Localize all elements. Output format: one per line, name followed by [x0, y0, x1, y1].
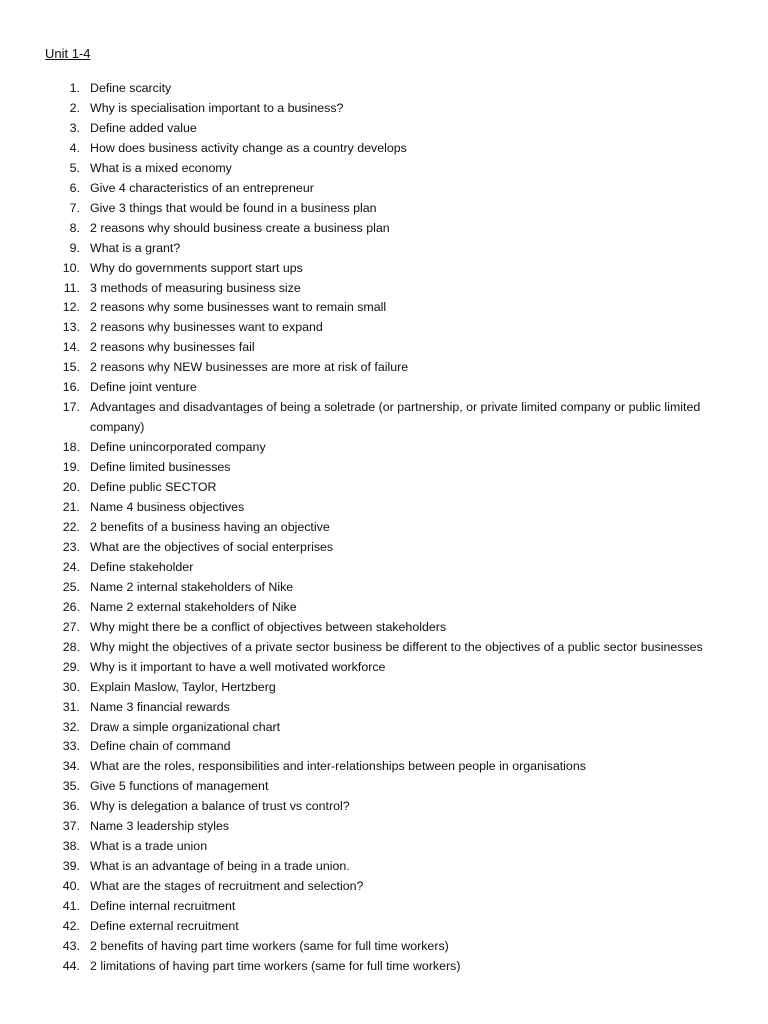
- question-text: What is a grant?: [90, 240, 181, 255]
- question-text: Give 5 functions of management: [90, 779, 269, 794]
- question-text: What are the objectives of social enterprises: [90, 539, 334, 554]
- question-number: 30.: [62, 679, 80, 694]
- question-number: 37.: [62, 819, 80, 834]
- question-text: 2 reasons why businesses fail: [90, 340, 255, 355]
- question-item: [0, 837, 768, 857]
- question-text: 2 reasons why some businesses want to remain small: [90, 300, 387, 315]
- question-number: 7.: [69, 200, 80, 215]
- question-text: Define public SECTOR: [90, 480, 217, 495]
- question-item: [0, 259, 768, 279]
- question-number: 36.: [62, 799, 80, 814]
- question-text: Define joint venture: [90, 380, 197, 395]
- question-number: 39.: [62, 859, 80, 874]
- question-item: [0, 917, 768, 937]
- question-item: [0, 199, 768, 219]
- question-number: 42.: [62, 919, 80, 934]
- question-item: [0, 478, 768, 498]
- question-item: [0, 638, 768, 658]
- question-text: What is a trade union: [90, 839, 208, 854]
- question-number: 25.: [62, 579, 80, 594]
- question-item: [0, 797, 768, 817]
- question-text: Why might the objectives of a private sector business be different to the objectives of a public sector businesses: [90, 639, 703, 654]
- question-number: 1.: [69, 81, 80, 95]
- question-number: 20.: [62, 480, 80, 495]
- question-item: [0, 578, 768, 598]
- question-number: 6.: [69, 180, 80, 195]
- question-item: [0, 438, 768, 458]
- question-item: [0, 698, 768, 718]
- question-text: Name 2 internal stakeholders of Nike: [90, 579, 294, 594]
- question-number: 23.: [62, 539, 80, 554]
- question-number: 21.: [62, 500, 80, 515]
- question-text: What are the roles, responsibilities and inter-relationships between people in organisations: [90, 759, 586, 774]
- question-number: 29.: [62, 659, 80, 674]
- question-number: 34.: [62, 759, 80, 774]
- question-item: [0, 139, 768, 159]
- question-text: Define scarcity: [90, 81, 172, 95]
- question-number: 15.: [62, 360, 80, 375]
- question-text: 2 limitations of having part time workers (same for full time workers): [90, 958, 461, 973]
- question-text: Define unincorporated company: [90, 440, 266, 455]
- question-list: [0, 79, 768, 977]
- question-text: Define stakeholder: [90, 559, 194, 574]
- question-text: What are the stages of recruitment and selection?: [90, 879, 364, 894]
- question-item: [0, 777, 768, 797]
- question-number: 27.: [62, 619, 80, 634]
- question-item: [0, 658, 768, 678]
- question-item: [0, 458, 768, 478]
- question-text: Why is specialisation important to a business?: [90, 100, 344, 115]
- question-number: 2.: [69, 100, 80, 115]
- question-item: [0, 538, 768, 558]
- question-number: 11.: [63, 280, 80, 295]
- question-number: 18.: [62, 440, 80, 455]
- question-item: [0, 398, 768, 438]
- question-text: Explain Maslow, Taylor, Hertzberg: [90, 679, 276, 694]
- question-text: Give 4 characteristics of an entrepreneur: [90, 180, 314, 195]
- question-item: [0, 119, 768, 139]
- question-text: 2 reasons why NEW businesses are more at risk of failure: [90, 360, 409, 375]
- question-item: [0, 757, 768, 777]
- question-text: 2 reasons why should business create a business plan: [90, 220, 390, 235]
- question-number: 24.: [62, 559, 80, 574]
- question-text: Define internal recruitment: [90, 899, 236, 914]
- question-number: 4.: [69, 140, 80, 155]
- question-item: [0, 598, 768, 618]
- question-item: [0, 937, 768, 957]
- question-text: 2 reasons why businesses want to expand: [90, 320, 323, 335]
- question-number: 41.: [62, 899, 80, 914]
- question-number: 12.: [62, 300, 80, 315]
- question-number: 9.: [69, 240, 80, 255]
- question-item: [0, 79, 768, 99]
- question-item: [0, 518, 768, 538]
- question-text: What is a mixed economy: [90, 160, 232, 175]
- question-text: What is an advantage of being in a trade union.: [90, 859, 350, 874]
- question-item: [0, 857, 768, 877]
- question-text: How does business activity change as a country develops: [90, 140, 407, 155]
- question-number: 33.: [62, 739, 80, 754]
- question-text: Why is it important to have a well motivated workforce: [90, 659, 386, 674]
- question-text: Name 3 leadership styles: [90, 819, 230, 834]
- question-text: Why is delegation a balance of trust vs control?: [90, 799, 350, 814]
- question-text: Why do governments support start ups: [90, 260, 303, 275]
- question-number: 17.: [62, 400, 80, 415]
- question-text: Name 4 business objectives: [90, 500, 245, 515]
- question-item: [0, 678, 768, 698]
- question-number: 19.: [62, 460, 80, 475]
- question-item: [0, 338, 768, 358]
- question-number: 10.: [62, 260, 80, 275]
- page-title: Unit 1-4: [45, 46, 91, 61]
- question-item: [0, 99, 768, 119]
- question-item: [0, 957, 768, 977]
- question-number: 43.: [62, 938, 80, 953]
- question-text: Define limited businesses: [90, 460, 231, 475]
- question-item: [0, 558, 768, 578]
- question-item: [0, 318, 768, 338]
- question-number: 44.: [62, 958, 80, 973]
- question-text: Define added value: [90, 120, 197, 135]
- question-number: 16.: [62, 380, 80, 395]
- question-item: [0, 239, 768, 259]
- question-number: 14.: [62, 340, 80, 355]
- question-number: 35.: [62, 779, 80, 794]
- question-number: 31.: [62, 699, 80, 714]
- question-text: Why might there be a conflict of objectives between stakeholders: [90, 619, 447, 634]
- question-item: [0, 897, 768, 917]
- question-number: 13.: [62, 320, 80, 335]
- question-text: Name 3 financial rewards: [90, 699, 230, 714]
- question-text: Name 2 external stakeholders of Nike: [90, 599, 297, 614]
- question-text: Define chain of command: [90, 739, 231, 754]
- question-text: 2 benefits of having part time workers (same for full time workers): [90, 938, 449, 953]
- question-text: 3 methods of measuring business size: [90, 280, 301, 295]
- question-item: [0, 159, 768, 179]
- question-item: [0, 817, 768, 837]
- question-number: 38.: [62, 839, 80, 854]
- question-item: [0, 179, 768, 199]
- question-item: [0, 279, 768, 299]
- question-item: [0, 298, 768, 318]
- question-item: [0, 219, 768, 239]
- question-text: 2 benefits of a business having an objective: [90, 519, 330, 534]
- question-item: [0, 737, 768, 757]
- question-number: 32.: [62, 719, 80, 734]
- question-number: 28.: [62, 639, 80, 654]
- question-item: [0, 358, 768, 378]
- question-number: 40.: [62, 879, 80, 894]
- question-number: 5.: [69, 160, 80, 175]
- question-item: [0, 718, 768, 738]
- question-item: [0, 877, 768, 897]
- question-number: 26.: [62, 599, 80, 614]
- question-item: [0, 378, 768, 398]
- question-number: 3.: [69, 120, 80, 135]
- question-number: 22.: [62, 519, 80, 534]
- question-number: 8.: [69, 220, 80, 235]
- question-text: Give 3 things that would be found in a business plan: [90, 200, 377, 215]
- question-text: Draw a simple organizational chart: [90, 719, 281, 734]
- question-item: [0, 618, 768, 638]
- question-item: [0, 498, 768, 518]
- question-text: Advantages and disadvantages of being a soletrade (or partnership, or private limited company or public limited company): [90, 400, 701, 435]
- question-text: Define external recruitment: [90, 919, 239, 934]
